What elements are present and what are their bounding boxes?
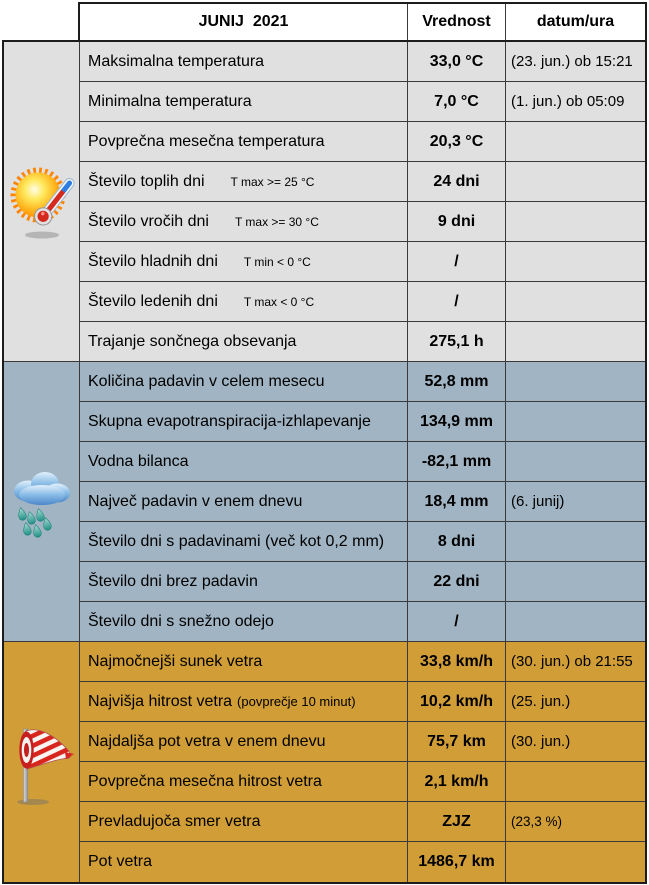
row-label: Trajanje sončnega obsevanja: [88, 332, 297, 350]
row-datetime: (6. junij): [506, 482, 645, 522]
row-label-cell: [80, 722, 408, 762]
table-body: [2, 40, 647, 884]
row-label: Število dni brez padavin: [88, 572, 258, 590]
row-value: 75,7 km: [408, 722, 506, 762]
row-label-cell: [80, 122, 408, 162]
row-label: Vodna bilanca: [88, 452, 189, 470]
row-value: 10,2 km/h: [408, 682, 506, 722]
row-datetime: [506, 162, 645, 202]
row-label: Skupna evapotranspiracija-izhlapevanje: [88, 412, 371, 430]
row-label: Minimalna temperatura: [88, 92, 252, 110]
row-datetime: [506, 762, 645, 802]
row-label-cell: [80, 762, 408, 802]
row-note: T max >= 30 °C: [234, 214, 319, 229]
row-value: /: [408, 282, 506, 322]
row-value: /: [408, 242, 506, 282]
row-label-cell: [80, 802, 408, 842]
row-value: 134,9 mm: [408, 402, 506, 442]
row-label-cell: [80, 42, 408, 82]
row-note: T max < 0 °C: [243, 294, 315, 309]
row-datetime: [506, 402, 645, 442]
row-value: ZJZ: [408, 802, 506, 842]
row-datetime: (23. jun.) ob 15:21: [506, 42, 645, 82]
row-label: Najmočnejši sunek vetra: [88, 652, 263, 670]
row-label: Število dni s snežno odejo: [88, 612, 274, 630]
row-label: Število dni s padavinami (več kot 0,2 mm): [88, 532, 385, 550]
row-label-cell: [80, 362, 408, 402]
row-label: Najdaljša pot vetra v enem dnevu: [88, 732, 326, 750]
row-label-cell: [80, 162, 408, 202]
row-datetime: [506, 202, 645, 242]
row-label-cell: [80, 282, 408, 322]
row-value: 33,8 km/h: [408, 642, 506, 682]
row-datetime: [506, 362, 645, 402]
row-label-cell: [80, 642, 408, 682]
row-value: 18,4 mm: [408, 482, 506, 522]
row-value: /: [408, 602, 506, 642]
row-label-cell: [80, 602, 408, 642]
row-datetime: (30. jun.) ob 21:55: [506, 642, 645, 682]
corner-blank: [0, 0, 78, 38]
row-label-cell: [80, 562, 408, 602]
row-value: 22 dni: [408, 562, 506, 602]
row-label-cell: [80, 202, 408, 242]
row-value: 8 dni: [408, 522, 506, 562]
row-datetime: [506, 282, 645, 322]
row-label: Povprečna mesečna temperatura: [88, 132, 325, 150]
table-header: [78, 2, 647, 40]
row-label-cell: [80, 442, 408, 482]
row-datetime: [506, 842, 645, 882]
column-header-value: Vrednost: [408, 4, 506, 40]
row-label: Število toplih dni: [88, 172, 205, 190]
windsock-icon: [4, 642, 80, 882]
row-value: 33,0 °C: [408, 42, 506, 82]
row-value: 275,1 h: [408, 322, 506, 362]
row-datetime: [506, 322, 645, 362]
row-datetime: [506, 242, 645, 282]
row-datetime: [506, 562, 645, 602]
row-note: T min < 0 °C: [243, 254, 311, 269]
row-note: T max >= 25 °C: [230, 174, 315, 189]
row-label: Količina padavin v celem mesecu: [88, 372, 325, 390]
row-value: 20,3 °C: [408, 122, 506, 162]
row-label: Povprečna mesečna hitrost vetra: [88, 772, 322, 790]
row-datetime: (1. jun.) ob 05:09: [506, 82, 645, 122]
row-datetime: [506, 602, 645, 642]
row-value: 24 dni: [408, 162, 506, 202]
row-label-cell: [80, 482, 408, 522]
row-label-cell: [80, 82, 408, 122]
row-label-cell: [80, 682, 408, 722]
rain-cloud-icon: [4, 362, 80, 642]
row-datetime: [506, 522, 645, 562]
row-value: 9 dni: [408, 202, 506, 242]
row-label-cell: [80, 522, 408, 562]
row-label-cell: [80, 322, 408, 362]
row-datetime: [506, 122, 645, 162]
row-label: Najvišja hitrost vetra: [88, 692, 233, 710]
row-label-cell: [80, 242, 408, 282]
row-label: Prevladujoča smer vetra: [88, 812, 261, 830]
row-datetime: (25. jun.): [506, 682, 645, 722]
row-value: 1486,7 km: [408, 842, 506, 882]
row-label: Maksimalna temperatura: [88, 52, 265, 70]
row-datetime: (30. jun.): [506, 722, 645, 762]
sun-thermometer-icon: [4, 42, 80, 362]
row-value: 7,0 °C: [408, 82, 506, 122]
row-label: Število ledenih dni: [88, 292, 218, 310]
row-label: Pot vetra: [88, 853, 153, 870]
row-label: Število hladnih dni: [88, 252, 218, 270]
column-header-datetime: datum/ura: [536, 13, 615, 30]
row-label-cell: [80, 842, 408, 882]
row-label-cell: [80, 402, 408, 442]
row-datetime: (23,3 %): [506, 802, 645, 842]
row-datetime: [506, 442, 645, 482]
row-value: -82,1 mm: [408, 442, 506, 482]
row-label: Število vročih dni: [88, 212, 209, 230]
month-title: JUNIJ 2021: [80, 4, 408, 40]
row-value: 52,8 mm: [408, 362, 506, 402]
row-value: 2,1 km/h: [408, 762, 506, 802]
row-note: (povprečje 10 minut): [237, 694, 356, 709]
row-label: Največ padavin v enem dnevu: [88, 492, 303, 510]
